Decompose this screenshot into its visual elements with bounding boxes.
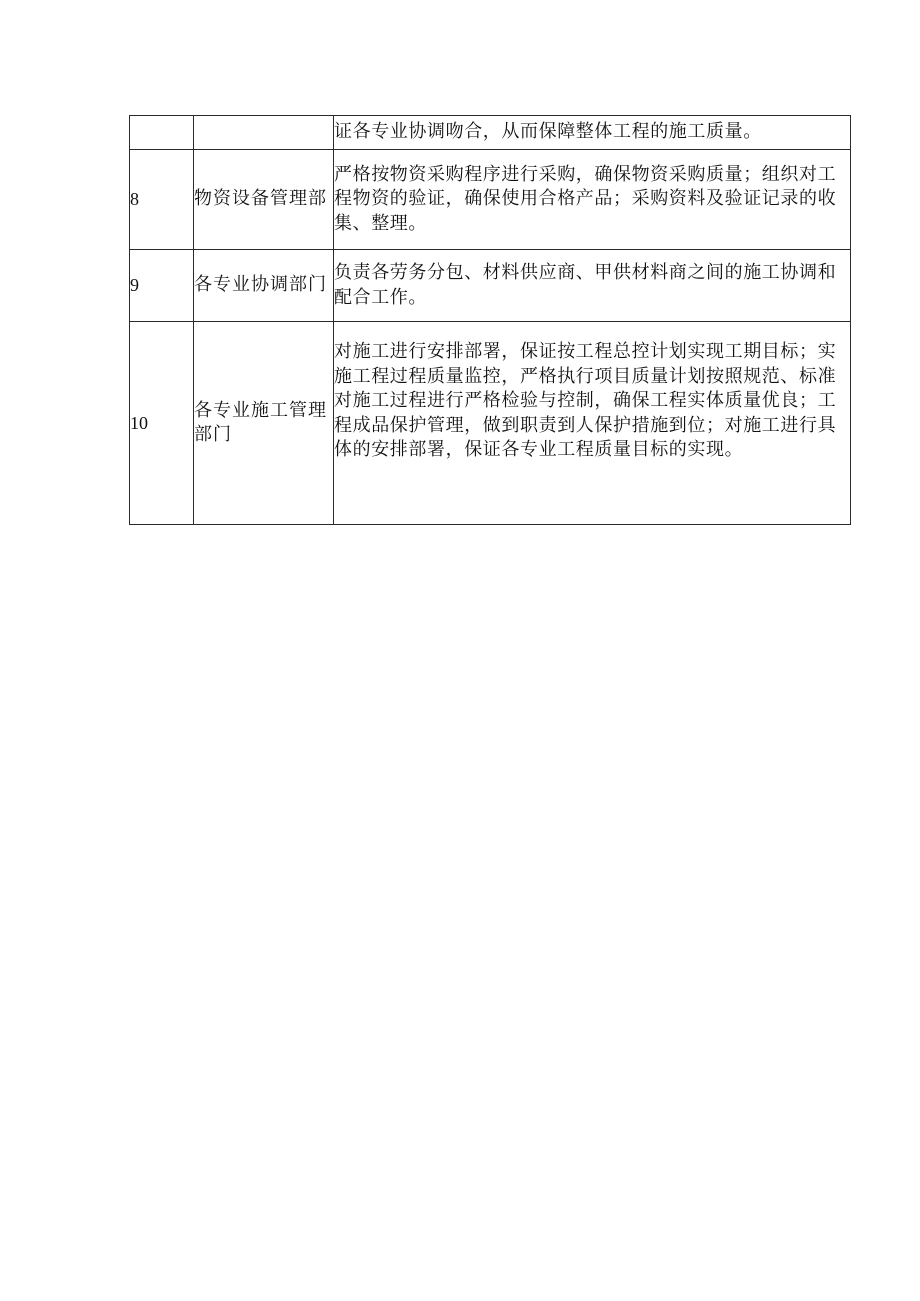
- row-number-cell: 10: [130, 322, 194, 525]
- department-cell: 各专业施工管理部门: [194, 322, 334, 525]
- department-cell: [194, 116, 334, 150]
- responsibility-table: [129, 115, 851, 525]
- row-number-cell: 8: [130, 150, 194, 250]
- duty-cell: 负责各劳务分包、材料供应商、甲供材料商之间的施工协调和配合工作。: [334, 250, 851, 322]
- table-row: [130, 150, 851, 250]
- table-row: [130, 322, 851, 525]
- table-row: [130, 116, 851, 150]
- duty-cell: 严格按物资采购程序进行采购，确保物资采购质量；组织对工程物资的验证，确保使用合格产品；采购资料及验证记录的收集、整理。: [334, 150, 851, 250]
- duty-cell: 对施工进行安排部署，保证按工程总控计划实现工期目标；实施工程过程质量监控，严格执行项目质量计划按照规范、标准对施工过程进行严格检验与控制，确保工程实体质量优良；工程成品保护管理，做到职责到人保护措施到位；对施工进行具体的安排部署，保证各专业工程质量目标的实现。: [334, 322, 851, 525]
- table-row: [130, 250, 851, 322]
- row-number-cell: 9: [130, 250, 194, 322]
- row-number-cell: [130, 116, 194, 150]
- duty-cell: 证各专业协调吻合，从而保障整体工程的施工质量。: [334, 116, 851, 150]
- department-cell: 物资设备管理部: [194, 150, 334, 250]
- department-cell: 各专业协调部门: [194, 250, 334, 322]
